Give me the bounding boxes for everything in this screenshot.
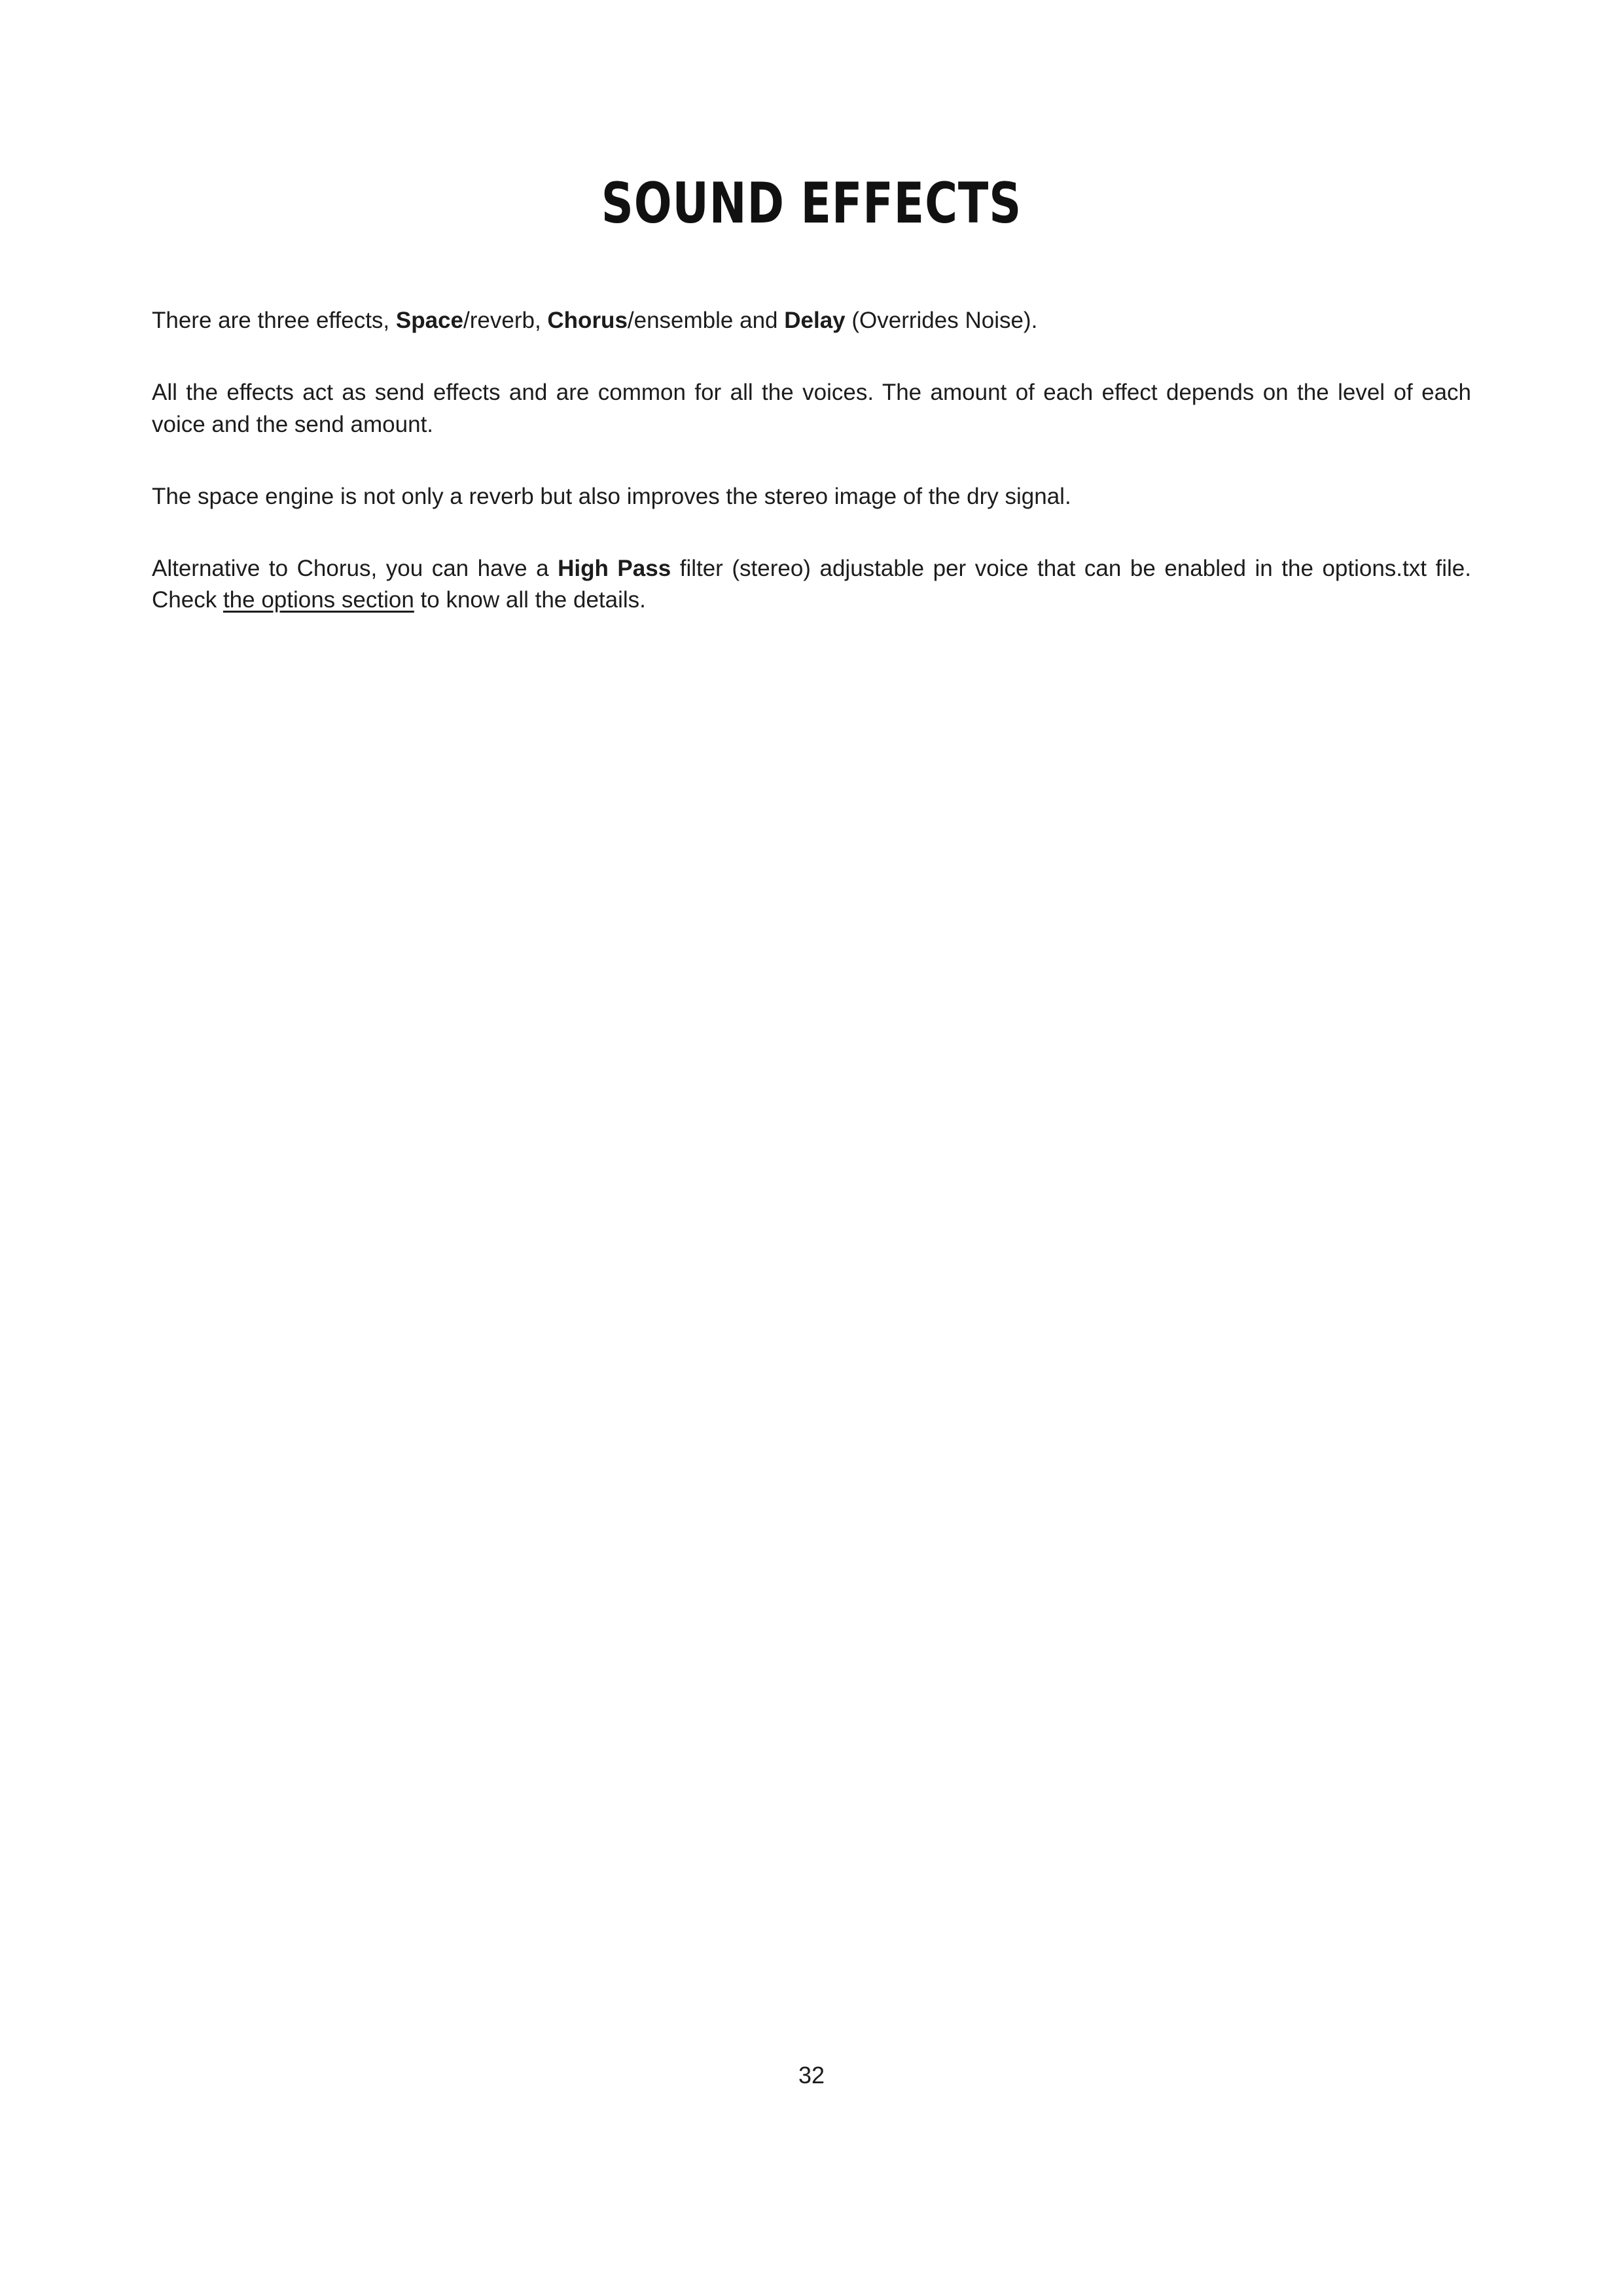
text-run: (Overrides Noise). [845, 308, 1038, 333]
text-run-bold-delay: Delay [784, 308, 846, 333]
text-run: The space engine is not only a reverb but also improves the stereo image of the dry signal. [152, 483, 1071, 509]
text-run: filter (stereo) adjustable per voice that can be enabled in the options.txt file. Check [152, 556, 1471, 613]
paragraph-intro [152, 305, 1471, 336]
document-body [152, 305, 1471, 617]
options-section-link[interactable]: the options section [223, 587, 414, 613]
text-run: /ensemble and [627, 308, 785, 333]
text-run-bold-high-pass: High Pass [558, 556, 671, 582]
text-run: All the effects act as send effects and are common for all the voices. The amount of each effect depends on the level of each voice and the send amount. [152, 380, 1471, 437]
page-number: 32 [798, 2062, 825, 2089]
page-title: SOUND EFFECTS [601, 171, 1022, 236]
text-run-bold-space: Space [395, 308, 464, 333]
paragraph-high-pass [152, 553, 1471, 617]
text-run-bold-chorus: Chorus [547, 308, 628, 333]
text-run: /reverb, [463, 308, 548, 333]
text-run: to know all the details. [414, 587, 646, 613]
paragraph-send-effects [152, 377, 1471, 440]
paragraph-space-engine [152, 481, 1471, 512]
text-run: There are three effects, [152, 308, 396, 333]
text-run: Alternative to Chorus, you can have a [152, 556, 558, 582]
